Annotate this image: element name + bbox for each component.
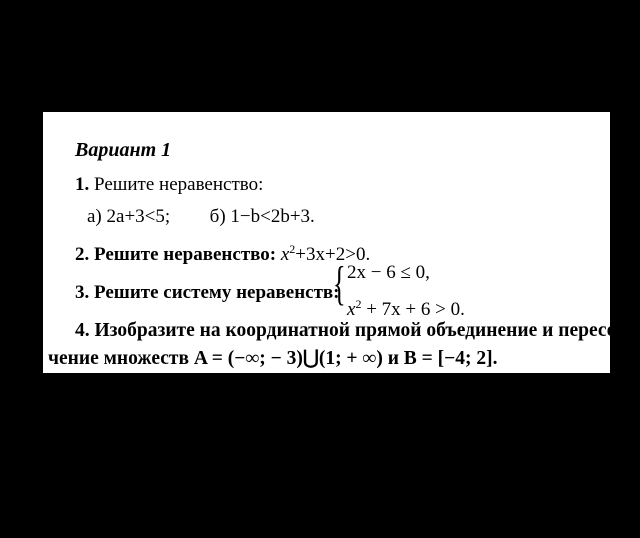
task-4-text-2: чение множеств A = (−∞; − 3)⋃(1; + ∞) и B = [−4; 2]. xyxy=(48,348,498,369)
task-3-text: Решите систему неравенств: xyxy=(89,282,340,303)
task-2-number: 2. xyxy=(75,244,90,265)
task-2-expr-exp: 2 xyxy=(289,242,296,256)
task-3-number: 3. xyxy=(75,282,90,303)
task-1-parts xyxy=(87,206,315,228)
task-1 xyxy=(75,174,263,196)
system-line-1: 2x − 6 ≤ 0, xyxy=(347,262,430,283)
system-line-2-exp: 2 xyxy=(355,297,362,311)
task-4-line-1 xyxy=(75,320,622,342)
task-2-expr-base: x xyxy=(280,244,290,265)
task-1-part-a: а) 2a+3<5; xyxy=(87,206,171,227)
task-2 xyxy=(75,238,370,266)
task-1-number: 1. xyxy=(75,174,90,195)
task-sheet xyxy=(43,112,622,373)
system-brace: { xyxy=(333,257,346,310)
task-4-number: 4. xyxy=(75,320,90,341)
system-line-2-base: x xyxy=(347,299,356,320)
task-2-expr-rest: +3x+2>0. xyxy=(295,244,371,265)
task-3 xyxy=(75,282,340,304)
task-2-text: Решите неравенство: xyxy=(89,244,281,265)
task-1-text: Решите неравенство: xyxy=(89,174,264,195)
task-4-line-2 xyxy=(48,348,498,370)
system-line-2 xyxy=(347,293,465,321)
task-1-part-b: б) 1−b<2b+3. xyxy=(209,206,315,227)
variant-title: Вариант 1 xyxy=(75,139,172,161)
system-line-2-rest: + 7x + 6 > 0. xyxy=(361,299,465,320)
task-4-text-1: Изобразите на координатной прямой объединение и пересе- xyxy=(89,320,622,341)
